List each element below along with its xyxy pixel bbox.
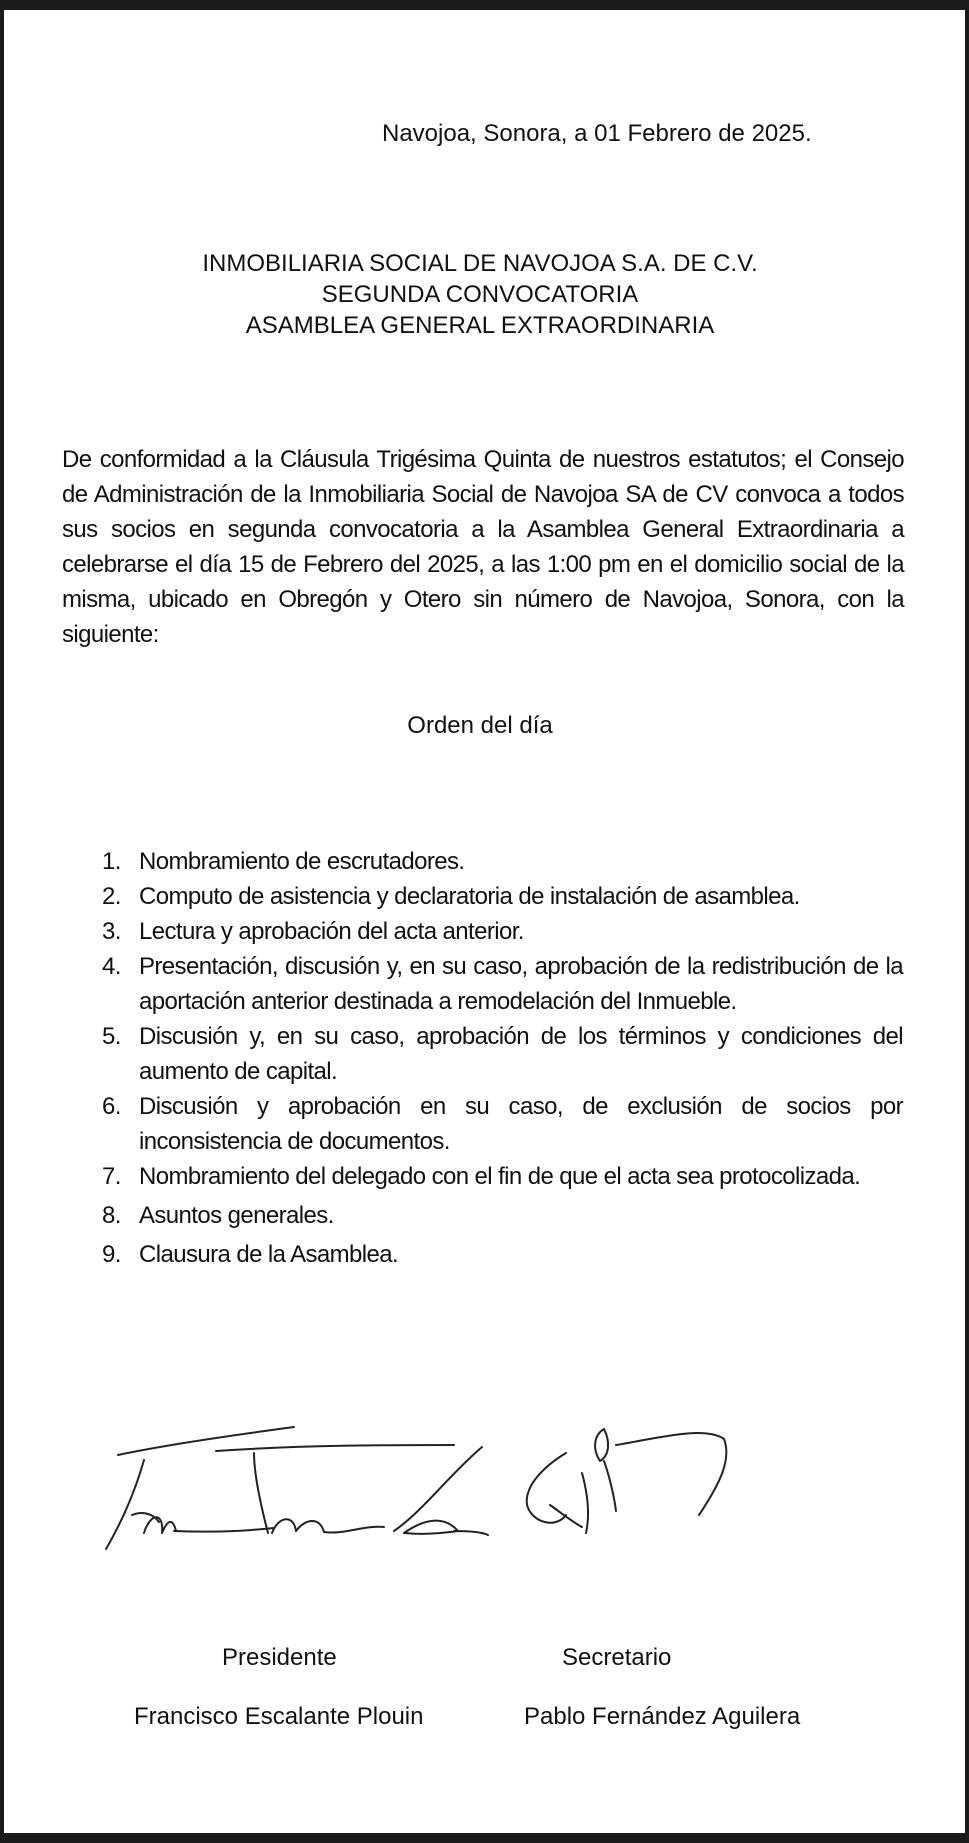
- agenda-item: [100, 879, 903, 914]
- secretary-role: Secretario: [562, 1644, 672, 1671]
- agenda-item-number: 8.: [102, 1202, 121, 1229]
- secretary-signature: [527, 1429, 727, 1533]
- agenda-item-text: Asuntos generales.: [139, 1202, 334, 1229]
- agenda-item-number: 6.: [102, 1093, 121, 1120]
- document-page: [4, 10, 965, 1833]
- agenda-item: [100, 1159, 903, 1194]
- agenda-item-number: 9.: [102, 1241, 121, 1268]
- place-date: Navojoa, Sonora, a 01 Febrero de 2025.: [382, 120, 812, 147]
- agenda-item: [100, 914, 903, 949]
- agenda-item-text: Presentación, discusión y, en su caso, aprobación de la redistribución de la aportación anterior destinada a remodelación del Inmueble.: [139, 953, 903, 1015]
- agenda-item: [100, 1089, 903, 1159]
- document-heading: [4, 248, 956, 341]
- agenda-title: Orden del día: [407, 712, 553, 739]
- president-role: Presidente: [222, 1644, 337, 1671]
- secretary-name: Pablo Fernández Aguilera: [524, 1703, 801, 1730]
- agenda-item-number: 2.: [102, 883, 121, 910]
- agenda-item-number: 5.: [102, 1023, 121, 1050]
- agenda-item-number: 3.: [102, 918, 121, 945]
- company-name: INMOBILIARIA SOCIAL DE NAVOJOA S.A. DE C.V.: [202, 250, 758, 277]
- agenda-item: [100, 1237, 903, 1272]
- signatures-graphic: [104, 1415, 764, 1575]
- agenda-item-number: 4.: [102, 953, 121, 980]
- agenda-item-text: Computo de asistencia y declaratoria de instalación de asamblea.: [139, 883, 800, 910]
- agenda-item: [100, 844, 903, 879]
- agenda-item: [100, 949, 903, 1019]
- agenda-item-number: 1.: [102, 848, 121, 875]
- president-signature: [106, 1427, 488, 1549]
- assembly-type: ASAMBLEA GENERAL EXTRAORDINARIA: [245, 312, 715, 339]
- agenda-item-text: Discusión y, en su caso, aprobación de los términos y condiciones del aumento de capital.: [139, 1023, 903, 1085]
- agenda-item-text: Discusión y aprobación en su caso, de exclusión de socios por inconsistencia de documentos.: [139, 1093, 903, 1155]
- president-name: Francisco Escalante Plouin: [134, 1703, 424, 1730]
- call-type: SEGUNDA CONVOCATORIA: [321, 281, 639, 308]
- intro-paragraph: De conformidad a la Cláusula Trigésima Quinta de nuestros estatutos; el Consejo de Administración de la Inmobiliaria Social de Navojoa SA de CV convoca a todos sus socios en segunda convocatoria a la Asamblea General Extraordinaria a celebrarse el día 15 de Febrero del 2025, a las 1:00 pm en el domicilio social de la misma, ubicado en Obregón y Otero sin número de Navojoa, Sonora, con la siguiente:: [62, 446, 904, 648]
- agenda-item-text: Clausura de la Asamblea.: [139, 1241, 399, 1268]
- agenda-item-text: Nombramiento de escrutadores.: [139, 848, 465, 875]
- agenda-item: [100, 1019, 903, 1089]
- agenda-item: [100, 1198, 903, 1233]
- agenda-item-text: Lectura y aprobación del acta anterior.: [139, 918, 524, 945]
- agenda-item-text: Nombramiento del delegado con el fin de que el acta sea protocolizada.: [139, 1163, 861, 1190]
- agenda-item-number: 7.: [102, 1163, 121, 1190]
- agenda-list: [100, 844, 903, 1272]
